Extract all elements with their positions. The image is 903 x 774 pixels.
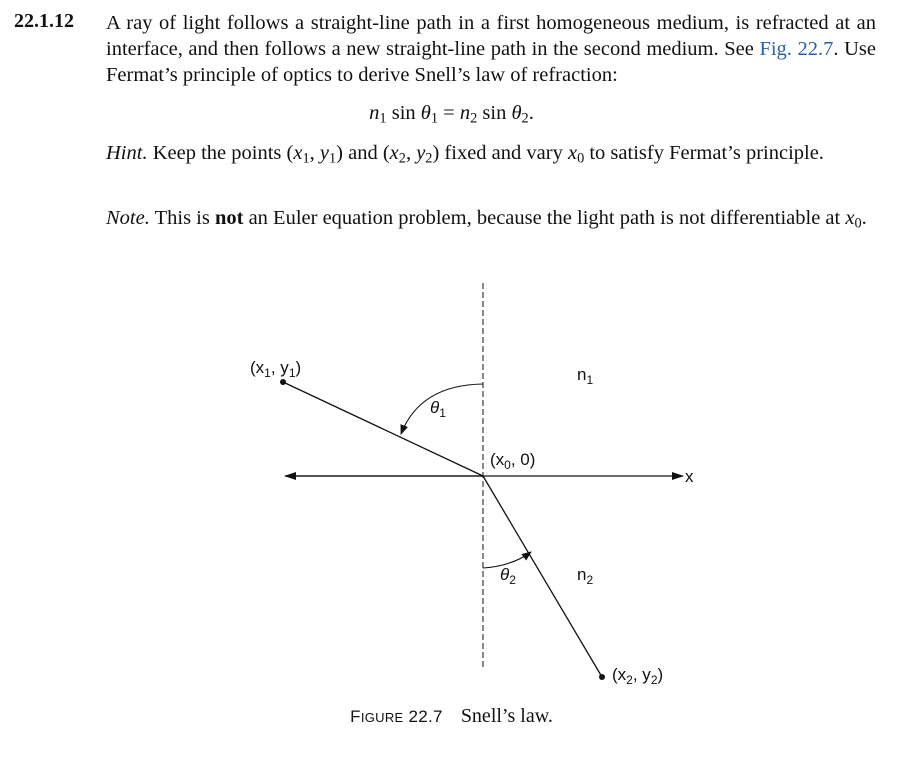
point-2-dot xyxy=(599,674,605,680)
problem-statement xyxy=(106,10,876,88)
theta2-label: $\theta_2$ xyxy=(500,565,516,587)
theta1-label: $\theta_1$ xyxy=(430,398,446,420)
caption-label: FIGURE 22.7 xyxy=(350,707,443,726)
point-0-label: ($x_0$, 0) xyxy=(490,450,536,472)
n2-label: $n_2$ xyxy=(577,565,594,587)
point-1-label: ($x_1$, $y_1$) xyxy=(250,358,302,380)
figure-reference-link[interactable]: Fig. 22.7 xyxy=(759,38,834,60)
figure-caption xyxy=(0,705,903,728)
problem-text-end: . Use Fermat’s principle of optics to derive Snell’s law of refraction: xyxy=(106,38,876,86)
note-bold-not: not xyxy=(214,207,244,229)
hint-paragraph: Hint. Keep the points ($x_1$, $y_1$) and ($x_2$, $y_2$) fixed and vary $x_0$ to satisfy Fermat’s principle. xyxy=(106,142,824,167)
note-paragraph: Note. This is not an Euler equation problem, because the light path is not differentiable at $x_0$. xyxy=(106,207,867,232)
problem-text: A ray of light follows a straight-line path in a first homogeneous medium, is refracted at an interface, and then follows a new straight-line path in the second medium. See xyxy=(106,12,876,60)
snells-law-figure xyxy=(0,270,903,700)
hint-label: Hint. xyxy=(106,142,148,164)
caption-text: Snell’s law. xyxy=(460,705,553,727)
note-label: Note. xyxy=(106,207,150,229)
point-1-dot xyxy=(280,379,286,385)
point-2-label: ($x_2$, $y_2$) xyxy=(612,665,664,687)
incident-ray xyxy=(283,382,483,476)
n1-label: $n_1$ xyxy=(577,365,594,387)
x-axis-label: x xyxy=(685,467,694,486)
snells-law-equation: $n_1$ $\sin \theta_1 = n_2$ $\sin \theta_2$. xyxy=(369,102,534,127)
problem-number: 22.1.12 xyxy=(14,10,74,32)
